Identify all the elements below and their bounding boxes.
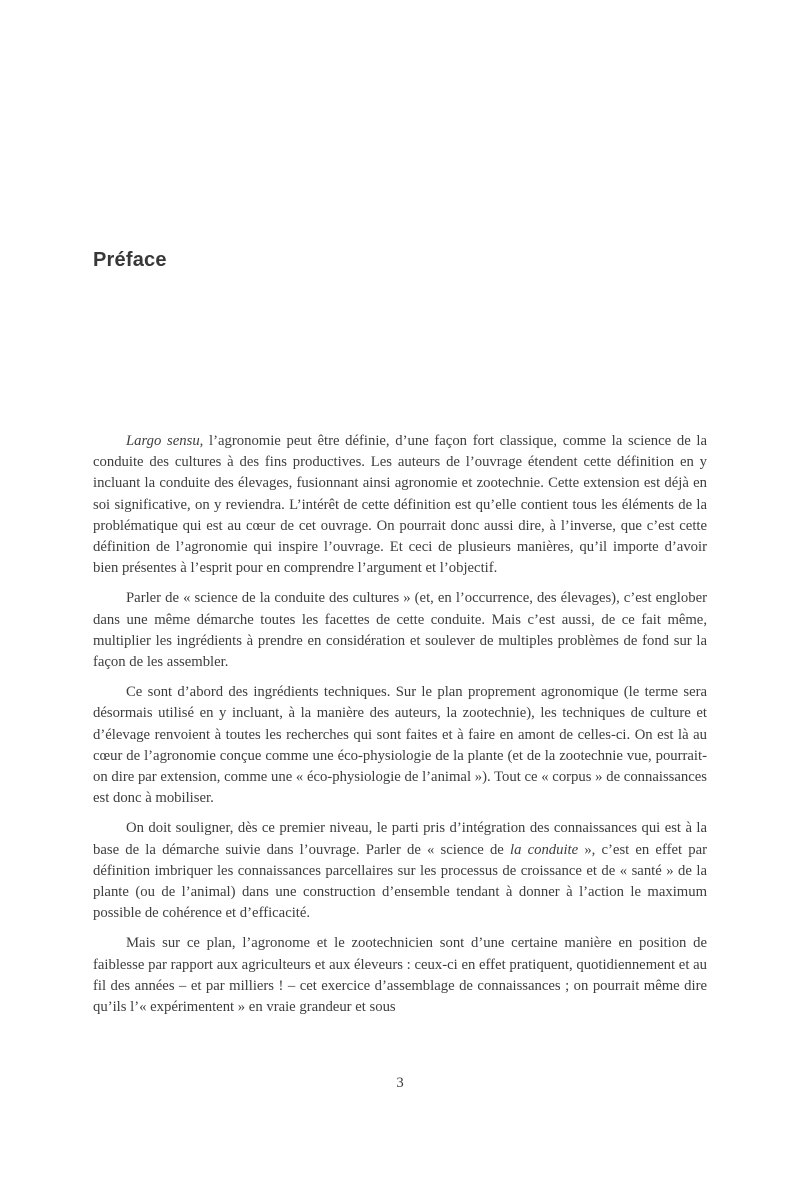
italic-text-run: Largo sensu,: [126, 433, 204, 449]
text-run: Ce sont d’abord des ingrédients techniques. Sur le plan proprement agronomique (le terme sera désormais utilisé en y incluant, à la manière des auteurs, la zootechnie), les techniques de culture et d’élevage renvoient à toutes les recherches qui sont faites et à faire en amont de celles-ci. On est là au cœur de l’agronomie conçue comme une éco-physiologie de la plante (et de la zootechnie vue, pourrait-on dire par extension, comme une « éco-physiologie de l’animal »). Tout ce « corpus » de connaissances est donc à mobiliser.: [93, 684, 707, 807]
paragraph: [93, 588, 707, 673]
paragraph: [93, 933, 707, 1018]
page-body: [93, 431, 707, 1027]
text-run: », c’est en effet par définition imbriquer les connaissances parcellaires sur les processus de croissance et de « santé » de la plante (ou de l’animal) dans une construction d’ensemble tendant à donner à l’action le maximum possible de cohérence et d’efficacité.: [93, 841, 707, 922]
paragraph: [93, 431, 707, 579]
italic-text-run: la conduite: [509, 841, 579, 858]
paragraph: [93, 682, 707, 809]
paragraph: [93, 818, 707, 924]
text-run: Parler de « science de la conduite des cultures » (et, en l’occurrence, des élevages), c’est englober dans une même démarche toutes les facettes de cette conduite. Mais c’est aussi, de ce fait même, multiplier les ingrédients à prendre en considération et soulever de multiples problèmes de fond sur la façon de les assembler.: [93, 590, 707, 671]
text-run: On doit souligner, dès ce premier niveau, le parti pris d’intégration des connaissances qui est à la base de la démarche suivie dans l’ouvrage. Parler de « science de: [93, 820, 707, 858]
preface-title: Préface: [93, 249, 167, 272]
page-number: 3: [396, 1075, 404, 1091]
text-run: l’agronomie peut être définie, d’une façon fort classique, comme la science de la conduite des cultures à des fins productives. Les auteurs de l’ouvrage étendent cette définition en y incluant la conduite des élevages, fusionnant ainsi agronomie et zootechnie. Cette extension est déjà en soi significative, on y reviendra. L’intérêt de cette définition est qu’elle contient tous les éléments de la problématique qui est au cœur de cet ouvrage. On pourrait donc aussi dire, à l’inverse, que c’est cette définition de l’agronomie qui inspire l’ouvrage. Et ceci de plusieurs manières, qu’il importe d’avoir bien présentes à l’esprit pour en comprendre l’argument et l’objectif.: [93, 433, 707, 577]
text-run: Mais sur ce plan, l’agronome et le zootechnicien sont d’une certaine manière en position de faiblesse par rapport aux agriculteurs et aux éleveurs : ceux-ci en effet pratiquent, quotidiennement et au fil des années – et par milliers ! – cet exercice d’assemblage de connaissances ; on pourrait même dire qu’ils l’« expérimentent » en vraie grandeur et sous: [93, 935, 707, 1016]
